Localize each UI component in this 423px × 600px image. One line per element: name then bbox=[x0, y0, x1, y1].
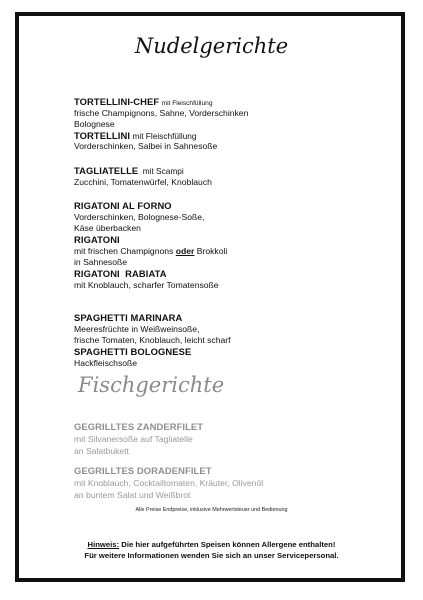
service-info: Für weitere Informationen wenden Sie sich an unser Servicepersonal. bbox=[84, 551, 339, 560]
dish-name: SPAGHETTI MARINARA bbox=[74, 312, 183, 323]
desc-part: Brokkoli bbox=[194, 246, 228, 256]
dish-name: GEGRILLTES DORADENFILET bbox=[74, 465, 212, 476]
dish-desc: mit Knoblauch, Cocktailtomaten, Kräuter, Olivenöl bbox=[74, 478, 264, 488]
fischgerichte-title: Fischgerichte bbox=[78, 373, 225, 397]
dish-name: TORTELLINI-CHEF bbox=[74, 96, 160, 107]
dish-desc: an Salatbukett bbox=[74, 446, 129, 456]
hint-label: Hinweis: bbox=[87, 540, 120, 549]
dish-desc: frische Tomaten, Knoblauch, leicht scharf bbox=[74, 335, 231, 345]
dish-desc: mit Silvanersoße auf Tagliatelle bbox=[74, 434, 193, 444]
dish-name: TORTELLINI bbox=[74, 130, 131, 141]
dish-desc: Zucchini, Tomatenwürfel, Knoblauch bbox=[74, 177, 212, 187]
dish-doradenfilet bbox=[74, 465, 212, 477]
dish-rigatoni-rabiata bbox=[74, 268, 167, 280]
dish-desc: frische Champignons, Sahne, Vorderschinken bbox=[74, 108, 249, 118]
dish-desc: mit Knoblauch, scharfer Tomatensoße bbox=[74, 280, 219, 290]
dish-desc: an buntem Salat und Weißbrot bbox=[74, 490, 191, 500]
desc-part-emphasis: oder bbox=[175, 246, 195, 256]
dish-desc bbox=[74, 246, 227, 257]
dish-name: SPAGHETTI BOLOGNESE bbox=[74, 346, 192, 357]
dish-desc: Bolognese bbox=[74, 119, 115, 129]
dish-rigatoni bbox=[74, 234, 120, 246]
dish-tagliatelle bbox=[74, 165, 184, 177]
allergen-hint bbox=[0, 540, 423, 549]
dish-spaghetti-bolognese bbox=[74, 346, 191, 358]
dish-suffix: mit Fleischfüllung bbox=[132, 131, 197, 141]
dish-name: RIGATONI bbox=[74, 234, 120, 245]
dish-desc: Meeresfrüchte in Weißweinsoße, bbox=[74, 324, 200, 334]
nudelgerichte-title: Nudelgerichte bbox=[134, 34, 289, 58]
dish-zanderfilet bbox=[74, 421, 203, 433]
hint-text: Die hier aufgeführten Speisen können Allergene enthalten! bbox=[119, 540, 336, 549]
desc-part: mit frischen Champignons bbox=[74, 246, 176, 256]
prices-note: Alle Preise Endpreise, inklusive Mehrwertsteuer und Bedienung bbox=[135, 507, 288, 513]
dish-desc: Vorderschinken, Salbei in Sahnesoße bbox=[74, 141, 218, 151]
dish-name: RIGATONI AL FORNO bbox=[74, 200, 172, 211]
dish-suffix: mit Scampi bbox=[142, 166, 184, 176]
dish-name: GEGRILLTES ZANDERFILET bbox=[74, 421, 204, 432]
dish-suffix: mit Fleischfüllung bbox=[161, 100, 213, 107]
dish-desc: Hackfleischsoße bbox=[74, 358, 138, 368]
dish-desc: in Sahnesoße bbox=[74, 257, 128, 267]
dish-desc: Vorderschinken, Bolognese-Soße, bbox=[74, 212, 205, 222]
dish-name: TAGLIATELLE bbox=[74, 165, 139, 176]
dish-desc: Käse überbacken bbox=[74, 223, 141, 233]
dish-name: RIGATONI RABIATA bbox=[74, 268, 167, 279]
dish-spaghetti-marinara bbox=[74, 312, 182, 324]
dish-rigatoni-al-forno bbox=[74, 200, 172, 212]
